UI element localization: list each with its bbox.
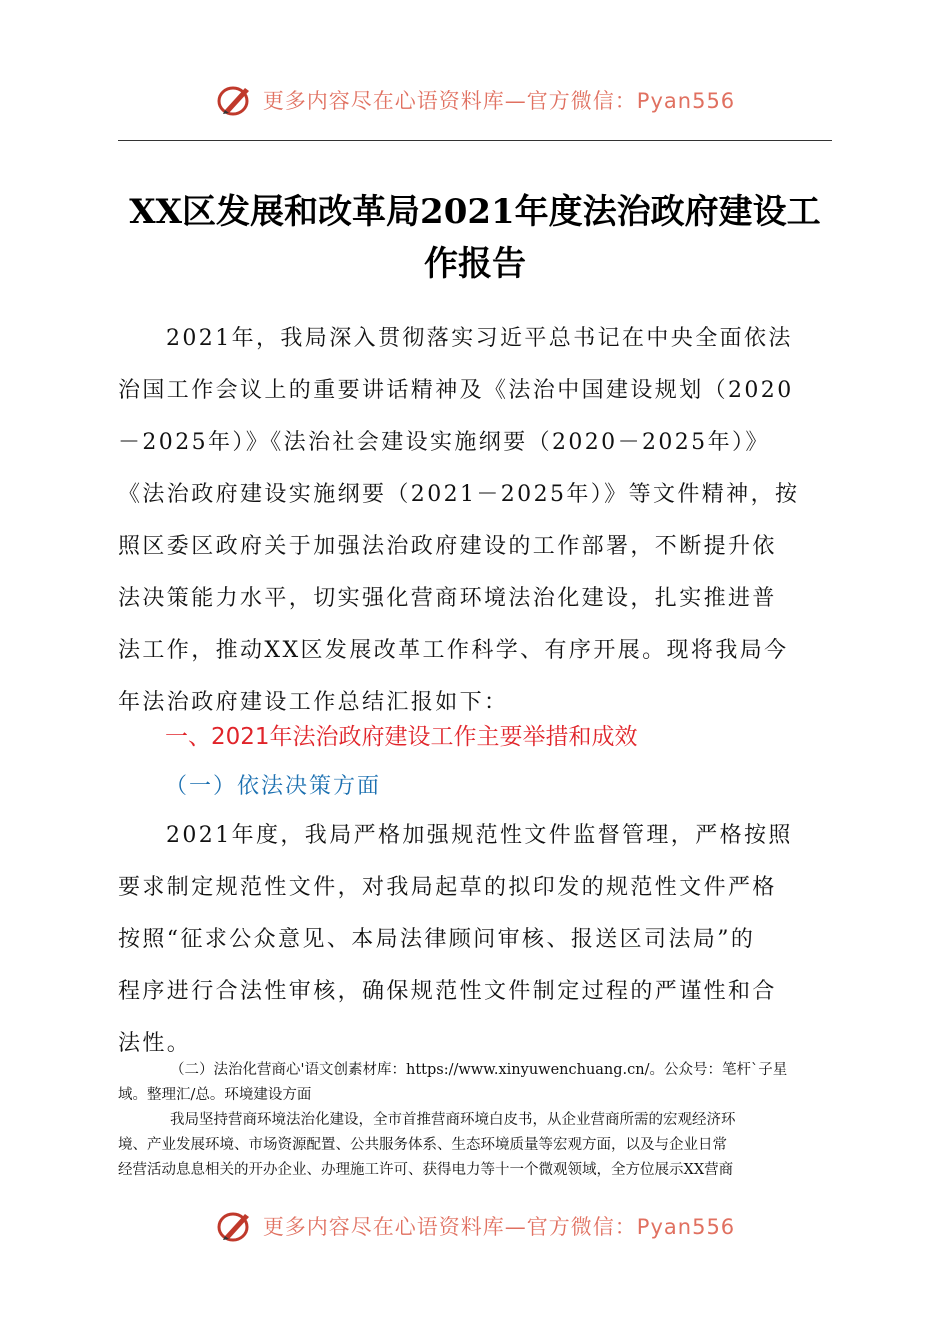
- document-title: [118, 186, 832, 290]
- small-text-line: 我局坚持营商环境法治化建设，全市首推营商环境白皮书，从企业营商所需的宏观经济环: [170, 1112, 736, 1128]
- footer-banner: [0, 1208, 950, 1248]
- banner-text: 更多内容尽在心语资料库—官方微信：Pyan556: [262, 1215, 736, 1239]
- section-heading: 一、2021年法治政府建设工作主要举措和成效: [165, 724, 638, 750]
- paragraph-line: 照区委区政府关于加强法治政府建设的工作部署，不断提升依: [118, 534, 777, 559]
- paragraph-line: 2021年度，我局严格加强规范性文件监督管理，严格按照: [166, 823, 793, 848]
- paragraph-line: 要求制定规范性文件，对我局起草的拟印发的规范性文件严格: [118, 875, 777, 900]
- small-text-line: 经营活动息息相关的开办企业、办理施工许可、获得电力等十一个微观领域，全方位展示XX营商: [118, 1162, 734, 1178]
- small-text-block: [118, 1058, 832, 1108]
- intro-paragraph: [118, 313, 832, 729]
- paragraph-line: 按照“征求公众意见、本局法律顾问审核、报送区司法局”的: [118, 927, 756, 952]
- small-text-block: [118, 1108, 832, 1183]
- paragraph-line: 2021年，我局深入贯彻落实习近平总书记在中央全面依法: [166, 326, 793, 351]
- paragraph-line: 治国工作会议上的重要讲话精神及《法治中国建设规划（2020: [118, 378, 794, 403]
- header-rule: [118, 140, 832, 141]
- pen-logo-icon: [215, 82, 255, 118]
- small-text-line: 境、产业发展环境、市场资源配置、公共服务体系、生态环境质量等宏观方面，以及与企业日常: [118, 1137, 727, 1153]
- title-line-1: XX区发展和改革局2021年度法治政府建设工: [129, 192, 821, 232]
- small-text-line: 域。整理汇/总。环境建设方面: [118, 1087, 312, 1103]
- banner-text: 更多内容尽在心语资料库—官方微信：Pyan556: [262, 89, 736, 113]
- header-banner: [0, 82, 950, 122]
- paragraph-line: 《法治政府建设实施纲要（2021－2025年）》等文件精神，按: [118, 482, 800, 507]
- paragraph-line: 法决策能力水平，切实强化营商环境法治化建设，扎实推进普: [118, 586, 777, 611]
- subsection-paragraph: [118, 810, 832, 1070]
- paragraph-line: 程序进行合法性审核，确保规范性文件制定过程的严谨性和合: [118, 979, 777, 1004]
- paragraph-line: 法工作，推动XX区发展改革工作科学、有序开展。现将我局今: [118, 638, 789, 663]
- title-line-2: 作报告: [424, 244, 526, 284]
- small-text-line: （二）法治化营商心'语文创素材库：https://www.xinyuwenchuang.cn/。公众号：笔杆`子星: [170, 1062, 788, 1078]
- subsection-heading: （一）依法决策方面: [165, 774, 382, 799]
- paragraph-line: 年法治政府建设工作总结汇报如下：: [118, 690, 509, 715]
- paragraph-line: 法性。: [118, 1031, 192, 1056]
- pen-logo-icon: [215, 1208, 255, 1244]
- paragraph-line: －2025年）》《法治社会建设实施纲要（2020－2025年）》: [118, 430, 770, 455]
